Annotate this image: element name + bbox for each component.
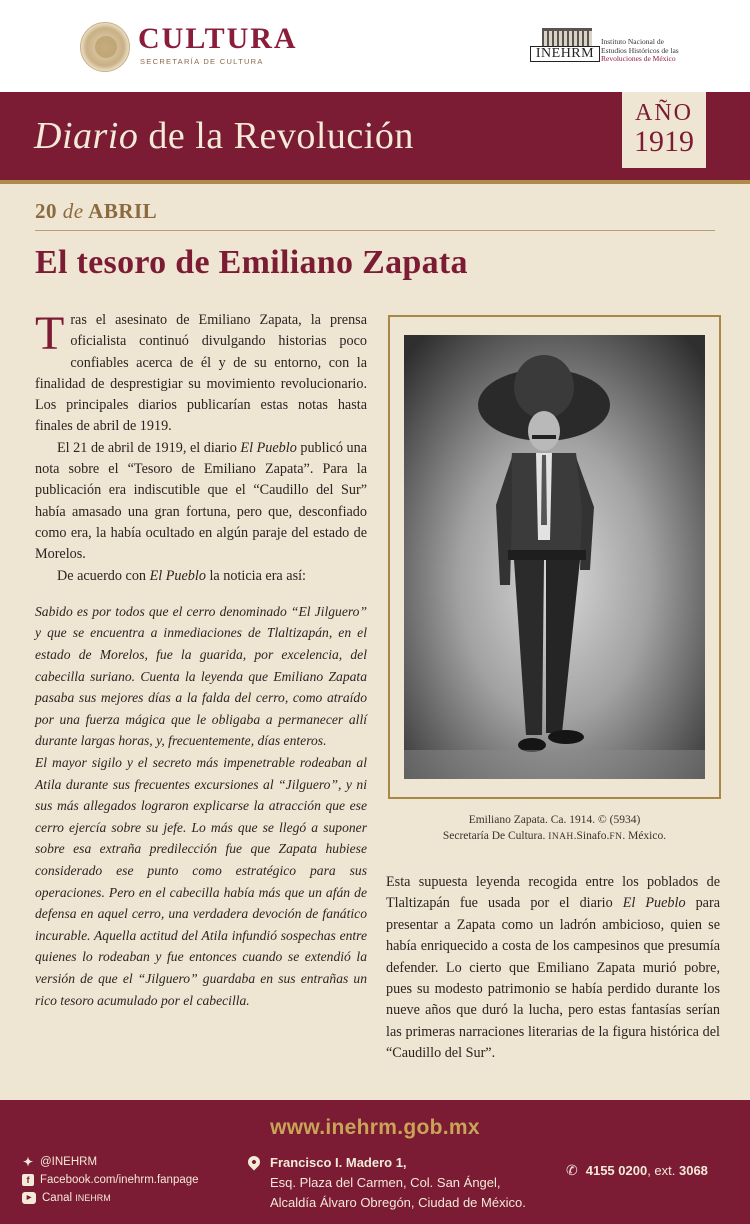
closing-paragraph <box>386 872 720 1065</box>
inehrm-logo <box>530 28 600 64</box>
footer <box>0 1100 750 1224</box>
twitter-handle: @INEHRM <box>40 1156 98 1168</box>
caption-sinafo: .Sinafo. <box>573 830 610 842</box>
newspaper-name: El Pueblo <box>622 895 686 912</box>
facebook-url: Facebook.com/inehrm.fanpage <box>40 1174 199 1186</box>
phone-number: 4155 0200 <box>585 1163 648 1178</box>
social-links <box>22 1153 199 1207</box>
quote-paragraph-2: El mayor sigilo y el secreto más impenetrable rodeaban al Atila durante sus frecuentes excursiones al “Jilguero”, y ni sus más allegados lograron explicarse la atracción que ese cerro ejercía sobre su jefe. Lo más que se llegó a suponer sobre esa extraña predilección fue que Zapata hubiese considerado ese punto como estratégico para sus operaciones. Pero en el cabecilla había más que un afán de defensa en aquel cerro, una verdadera devoción de fanático incurable. Aquella actitud del Atila infundió sospechas entre quienes lo rodeaban y fue entonces cuando se extendió la versión de que el “Jilguero” guardaba en sus entrañas un rico tesoro acumulado por el cabecilla. <box>35 755 367 1008</box>
date-day: 20 <box>35 199 57 223</box>
zapata-portrait-illustration <box>404 335 705 779</box>
caption-fn: FN <box>609 832 623 842</box>
article-body-left <box>35 307 367 1011</box>
year-number: 1919 <box>634 125 694 158</box>
address-line-3: Alcaldía Álvaro Obregón, Ciudad de México. <box>270 1195 526 1210</box>
inehrm-line-3: Revoluciones de México <box>601 54 676 63</box>
date-divider <box>35 230 715 231</box>
caption-line-1: Emiliano Zapata. Ca. 1914. © (5934) <box>468 814 641 826</box>
drop-cap: T <box>35 307 65 360</box>
photo-caption <box>388 812 721 845</box>
cultura-logo-title: CULTURA <box>138 22 298 55</box>
newspaper-quote <box>35 601 367 1011</box>
paragraph-3-a: De acuerdo con <box>57 567 150 584</box>
paragraph-3-b: la noticia era así: <box>205 567 306 584</box>
diario-header <box>0 92 750 184</box>
phone-contact[interactable] <box>566 1162 708 1179</box>
newspaper-name: El Pueblo <box>149 567 206 584</box>
zapata-photograph <box>404 335 705 779</box>
article-body-right <box>386 872 720 1065</box>
top-logo-bar <box>0 0 750 92</box>
youtube-name: INEHRM <box>75 1193 111 1203</box>
youtube-icon: ▶ <box>22 1192 36 1204</box>
date-de: de <box>62 199 84 223</box>
caption-inah: INAH <box>548 832 574 842</box>
cultura-logo-subtitle: SECRETARÍA DE CULTURA <box>140 57 264 66</box>
phone-ext-label: , ext. <box>647 1163 679 1178</box>
inehrm-line-1: Instituto Nacional de <box>601 37 664 46</box>
address-line-2: Esq. Plaza del Carmen, Col. San Ángel, <box>270 1175 501 1190</box>
paragraph-2-a: El 21 de abril de 1919, el diario <box>57 439 241 456</box>
paragraph-2 <box>35 438 367 566</box>
closing-paragraph-b: para presentar a Zapata como un ladrón ambicioso, quien se había enriquecido a costa de los campesinos que presumía defender. Lo cierto que Emiliano Zapata murió pobre, pues su modesto patrimonio se había perdido durante los nueve años que duró la lucha, pero estas fantasías serían las primeras narraciones literarias de la figura histórica del “Caudillo del Sur”. <box>386 895 720 1062</box>
facebook-icon: f <box>22 1174 34 1186</box>
year-badge <box>622 92 706 168</box>
paragraph-1 <box>35 307 367 438</box>
quote-paragraph-1: Sabido es por todos que el cerro denominado “El Jilguero” y que se encuentra a inmediaciones de Tlaltizapán, en el estado de Morelos, fue la guarida, por excelencia, del cabecilla suriano. Cuenta la leyenda que Emiliano Zapata pasaba sus mejores días a la falda del cerro, como atraído por una fuerza mágica que le obligaba a permanecer allí durante largas horas, y, frecuentemente, días enteros. <box>35 603 367 749</box>
newspaper-name: El Pueblo <box>240 439 297 456</box>
diario-title <box>34 114 414 158</box>
paragraph-3 <box>35 566 367 587</box>
article-date <box>35 199 157 224</box>
caption-line-2 <box>388 828 721 845</box>
mexico-seal-icon <box>80 22 130 72</box>
twitter-link[interactable] <box>22 1153 199 1171</box>
article-headline: El tesoro de Emiliano Zapata <box>35 244 468 281</box>
date-month: ABRIL <box>88 199 158 223</box>
phone-extension: 3068 <box>678 1163 708 1178</box>
diario-title-rest: de la Revolución <box>138 115 414 157</box>
youtube-link[interactable] <box>22 1189 199 1207</box>
inehrm-logo-text: INEHRM <box>530 46 600 62</box>
postal-address <box>248 1153 526 1213</box>
paragraph-2-b: publicó una nota sobre el “Tesoro de Emiliano Zapata”. Para la publicación era indiscutible que el “Caudillo del Sur” había amasado una gran fortuna, pero que, desconfiado como era, la había ocultado en algún paraje del estado de Morelos. <box>35 439 367 563</box>
twitter-icon: ✦ <box>22 1155 34 1169</box>
caption-mexico: . México. <box>622 830 667 842</box>
youtube-channel <box>42 1189 111 1207</box>
website-link[interactable]: www.inehrm.gob.mx <box>270 1116 480 1139</box>
closing-paragraph-a: Esta supuesta leyenda recogida entre los poblados de Tlaltizapán fue usada por el diario <box>386 874 720 912</box>
inehrm-building-icon <box>542 28 592 46</box>
caption-source: Secretaría De Cultura. <box>442 830 549 842</box>
map-pin-icon <box>246 1154 263 1171</box>
inehrm-institute-name <box>601 38 711 64</box>
paragraph-1-text: ras el asesinato de Emiliano Zapata, la prensa oficialista continuó divulgando historias poco confiables acerca de él y de su entorno, con la finalidad de desprestigiar su movimiento revolucionario. Los principales diarios publicarían estas notas hasta finales de abril de 1919. <box>35 312 367 435</box>
diario-title-italic: Diario <box>34 115 139 157</box>
address-line-1: Francisco I. Madero 1, <box>270 1155 407 1170</box>
youtube-prefix: Canal <box>42 1192 76 1204</box>
photo-frame <box>388 315 721 799</box>
year-label: AÑO <box>635 100 693 126</box>
phone-icon: ✆ <box>566 1162 578 1178</box>
facebook-link[interactable] <box>22 1171 199 1189</box>
inehrm-line-2: Estudios Históricos de las <box>601 45 679 55</box>
